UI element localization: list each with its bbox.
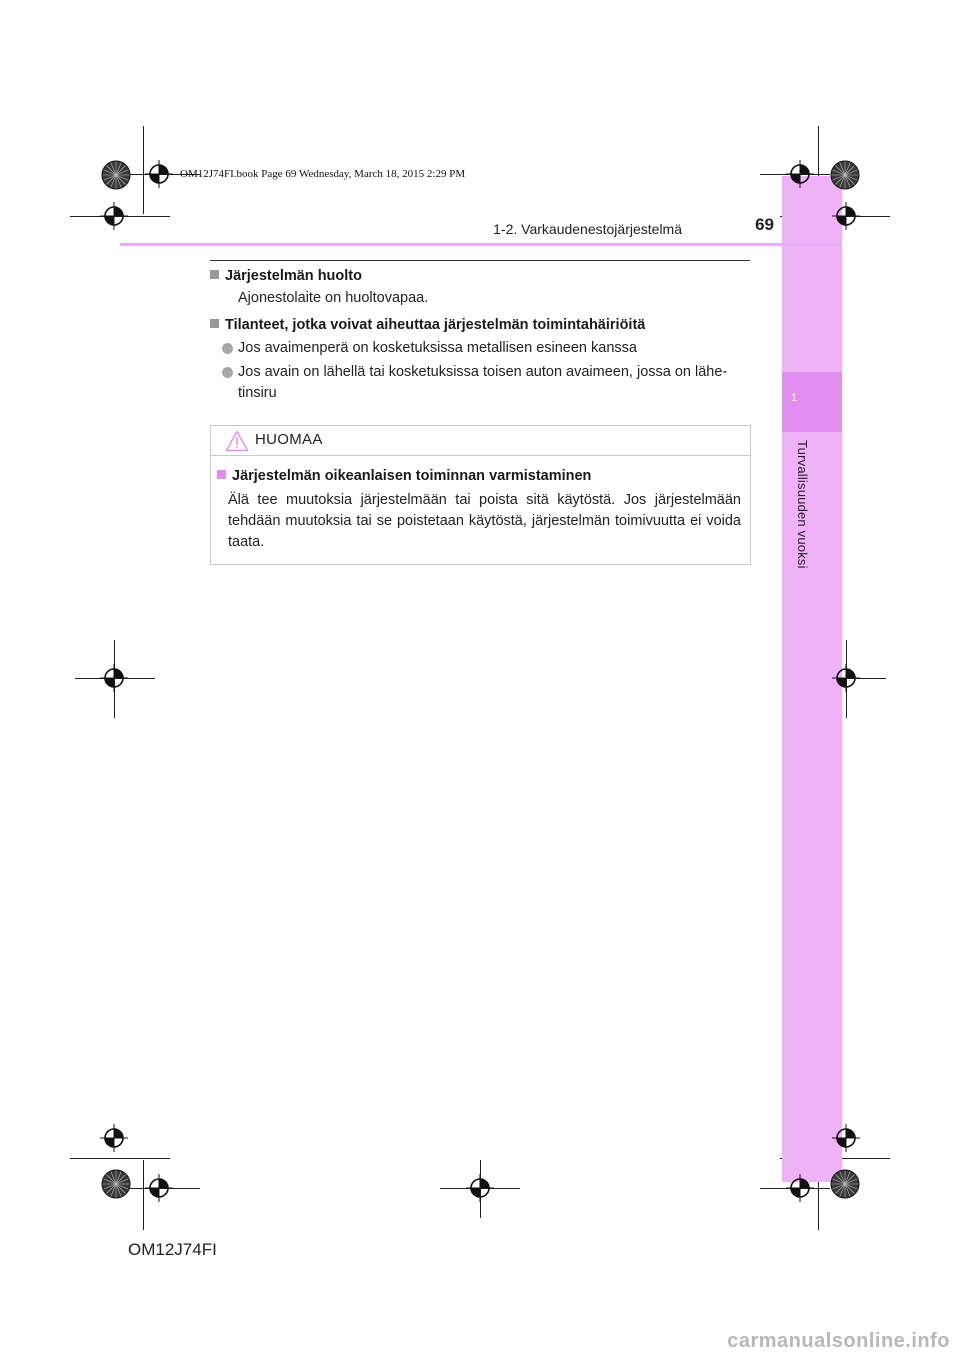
- list-item: Jos avain on lähellä tai kosketuksissa toisen auton avaimeen, jossa on lähe-tinsiru: [222, 362, 752, 404]
- radial-registration-icon: [101, 1169, 131, 1199]
- radial-registration-icon: [830, 1169, 860, 1199]
- registration-mark-icon: [832, 1124, 860, 1152]
- registration-mark-icon: [466, 1174, 494, 1202]
- crop-line: [70, 1158, 170, 1159]
- square-bullet-icon: [210, 270, 219, 279]
- chapter-label: Turvallisuuden vuoksi: [795, 440, 810, 569]
- caution-label: HUOMAA: [255, 431, 323, 448]
- watermark: carmanualsonline.info: [727, 1330, 950, 1352]
- page-number: 69: [755, 215, 774, 234]
- square-bullet-icon: [210, 319, 219, 328]
- content-divider: [210, 260, 750, 261]
- registration-mark-icon: [100, 202, 128, 230]
- registration-mark-icon: [786, 1174, 814, 1202]
- print-info: OM12J74FI.book Page 69 Wednesday, March 18, 2015 2:29 PM: [180, 168, 466, 180]
- registration-mark-icon: [832, 202, 860, 230]
- registration-mark-icon: [145, 160, 173, 188]
- round-bullet-icon: [222, 367, 233, 378]
- header-divider: [120, 243, 840, 246]
- chapter-number: 1: [790, 392, 798, 404]
- caution-header: [211, 426, 750, 456]
- radial-registration-icon: [101, 160, 131, 190]
- registration-mark-icon: [100, 1124, 128, 1152]
- caution-box: [210, 425, 751, 565]
- radial-registration-icon: [830, 160, 860, 190]
- registration-mark-icon: [786, 160, 814, 188]
- registration-mark-icon: [100, 664, 128, 692]
- section-heading: Tilanteet, jotka voivat aiheuttaa järjestelmän toimintahäiriöitä: [210, 317, 645, 333]
- registration-mark-icon: [145, 1174, 173, 1202]
- round-bullet-icon: [222, 343, 233, 354]
- square-bullet-icon: [217, 470, 226, 479]
- list-item: Jos avaimenperä on kosketuksissa metallisen esineen kanssa: [222, 338, 752, 359]
- section-body: Ajonestolaite on huoltovapaa.: [238, 290, 429, 306]
- crop-line: [143, 126, 144, 214]
- registration-mark-icon: [832, 664, 860, 692]
- crop-line: [143, 1160, 144, 1230]
- section-heading: Järjestelmän huolto: [210, 268, 362, 284]
- footer-code: OM12J74FI: [128, 1240, 217, 1259]
- section-title: 1-2. Varkaudenestojärjestelmä: [493, 221, 682, 237]
- warning-triangle-icon: [225, 430, 249, 452]
- caution-text: Älä tee muutoksia järjestelmään tai poista sitä käytöstä. Jos järjestelmään tehdään muutoksia tai se poistetaan käytöstä, järjestelmän toimivuutta ei voida taata.: [228, 492, 741, 550]
- caution-heading: Järjestelmän oikeanlaisen toiminnan varmistaminen: [217, 468, 591, 484]
